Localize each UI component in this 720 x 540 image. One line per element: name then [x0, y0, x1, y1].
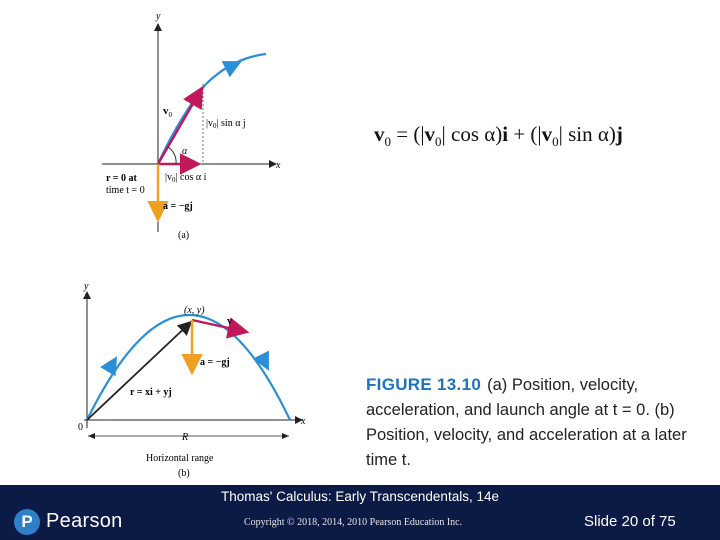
- footer-bar: [0, 485, 720, 540]
- b-curve-arrow-left: [110, 358, 116, 368]
- b-range-arrow-right: [282, 433, 289, 439]
- b-origin-label: 0: [78, 422, 83, 433]
- a-v0-vector: [158, 88, 202, 164]
- b-y-label: y: [84, 281, 89, 292]
- a-alpha: α: [182, 146, 188, 157]
- b-v-label: v: [227, 315, 233, 327]
- figure-number: FIGURE 13.10: [366, 375, 482, 394]
- a-v0-label: $v_0$: [163, 105, 172, 119]
- velocity-equation: $v_0 = (|v_0|$ $\cos \alpha)i + (|v_0|$ sin α)j: [374, 122, 623, 150]
- b-curve-arrow-right: [264, 361, 268, 369]
- b-velocity-vector: [192, 320, 247, 332]
- a-r0-line1: r = 0 at: [106, 173, 137, 184]
- b-range-caption: Horizontal range: [146, 453, 214, 464]
- a-trajectory: [158, 54, 266, 164]
- pearson-logo: [14, 509, 134, 535]
- b-r-label: r = xi + yj: [130, 387, 172, 398]
- b-trajectory: [87, 315, 290, 420]
- a-accel-label: a = −gj: [163, 201, 193, 212]
- b-x-label: x: [301, 416, 306, 427]
- b-panel-label: (b): [178, 468, 190, 479]
- pearson-logo-icon: P: [14, 509, 40, 535]
- copyright: Copyright © 2018, 2014, 2010 Pearson Education Inc.: [244, 517, 463, 528]
- b-position-vector: [87, 322, 191, 420]
- pearson-logo-text: Pearson: [46, 510, 123, 532]
- slide-number: Slide 20 of 75: [584, 513, 676, 530]
- a-horizontal-comp-label: $|v_0|$ cos α i: [165, 172, 207, 184]
- figure-caption: [366, 372, 696, 473]
- a-panel-label: (a): [178, 230, 190, 241]
- a-x-label: x: [276, 160, 281, 171]
- b-accel-label: a = −gj: [200, 357, 230, 368]
- b-range-arrow-left: [88, 433, 95, 439]
- a-vertical-comp-label: $|v_0|$ sin α j: [206, 118, 246, 130]
- a-angle-arc: [168, 147, 176, 164]
- caption-text: (a) Position, velocity, acceleration, and launch angle at t = 0. (b) Position, velocity, and acceleration at a later time t.: [366, 376, 687, 469]
- course-title: Thomas' Calculus: Early Transcendentals, 14e: [221, 489, 499, 504]
- a-r0-line2: time t = 0: [106, 185, 145, 196]
- b-point-label: (x, y): [184, 305, 205, 316]
- a-y-label: y: [156, 11, 161, 22]
- b-range-r: R: [182, 432, 189, 443]
